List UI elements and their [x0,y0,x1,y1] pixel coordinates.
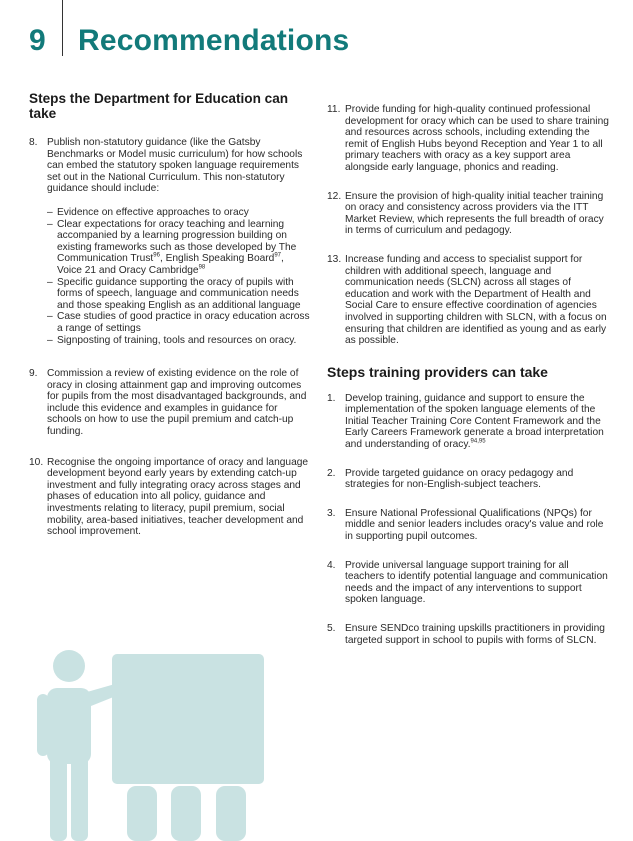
item-text: Commission a review of existing evidence on the role of oracy in closing attainment gap and improving outcomes for pupils from the most disadvantaged backgrounds, and include this evidence and examples in guidance for schools on how to use the pupil premium and catch-up funding. [47,368,307,438]
chapter-number: 9 [29,24,46,57]
item-number: 10. [29,456,44,468]
item-number: 4. [327,559,336,571]
recommendation-12 [327,191,609,237]
page-title: Recommendations [78,24,350,57]
training-step-5 [327,623,609,646]
footnote-ref: 96 [153,252,160,259]
sub-item: – Signposting of training, tools and resources on oracy. [47,334,297,346]
recommendation-10 [29,457,311,538]
footnote-ref: 94,95 [470,438,486,445]
item-text: Provide funding for high-quality continued professional development for oracy which can be used to share training and resources across schools, including extending the remit of English Hubs beyond Reception and Year 1 to all primary teachers with oracy as a key support area alongside early language, phonics and reading. [345,104,609,173]
item-text: Recognise the ongoing importance of oracy and language development beyond early years by extending catch-up investment and fully integrating oracy across stages and phases of education into all policy, guidance and investments relating to literacy, pupil premium, social mobility, area-based initiatives, teacher development and school improvement. [47,456,309,538]
item-number: 2. [327,467,336,479]
item-number: 13. [327,253,342,265]
recommendation-9 [29,368,311,438]
item-number: 12. [327,190,342,202]
item-text: Ensure the provision of high-quality initial teacher training on oracy and consistency across providers via the ITT Market Review, which represents the full breadth of oracy in terms of curriculum and pedagogy. [345,190,604,237]
item-number: 5. [327,623,336,634]
training-step-1 [327,393,609,451]
recommendation-8 [29,137,311,346]
item-number: 11. [327,104,341,115]
training-step-3 [327,508,609,543]
section-heading-training-providers: Steps training providers can take [327,363,548,380]
item-text: Develop training, guidance and support to ensure the implementation of the spoken language elements of the Initial Teacher Training Core Content Framework and the Early Careers Framework generate a broad interpretation and understanding of oracy.$^{94,95}$ [345,392,604,451]
footnote-ref: 98 [198,264,206,271]
item-text: Ensure SENDco training upskills practitioners in providing targeted support in school to pupils with forms of SLCN. [345,623,605,646]
sub-item: – Clear expectations for oracy teaching and learning accompanied by a learning progression building on existing frameworks such as those developed by The Communication Trust$^{96}$, English Speaking Board$^{97}$, Voice 21 and Oracy Cambridge$^{98}$ [47,218,297,276]
sub-item: – Case studies of good practice in oracy education across a range of settings [47,311,310,334]
item-text: Ensure National Professional Qualifications (NPQs) for middle and senior leaders includes oracy's value and role in supporting pupil outcomes. [345,507,604,543]
item-number: 3. [327,507,336,519]
item-number: 8. [29,137,38,148]
recommendation-11 [327,104,609,174]
sub-item: – Evidence on effective approaches to oracy [47,206,249,218]
section-heading-department: Steps the Department for Education can take [29,91,289,121]
teacher-and-pupils-icon [0,642,300,841]
sub-item: – Specific guidance supporting the oracy of pupils with forms of speech, language and communication needs and those speaking English as an additional language [47,276,301,311]
footnote-ref: 97 [274,252,282,259]
right-column [327,104,609,646]
item-text: Publish non-statutory guidance (like the Gatsby Benchmarks or Model music curriculum) for how schools can embed the statutory spoken language requirements set out in the National Curriculum. This non-statutory guidance should include: [47,137,303,195]
item-number: 9. [29,368,38,380]
training-step-4 [327,560,609,606]
item-number: 1. [327,392,336,404]
item-text: Increase funding and access to specialist support for children with additional speech, language and communication needs (SLCN) across all stages of education and work with the Department of Health and Social Care to ensure effective coordination of agencies involved in supporting children with SLCN, with a focus on ensuring that children are identified as young and as early as possible. [345,253,607,347]
item-text: Provide universal language support training for all teachers to identify potential language and communication needs and the impact of any interventions to support spoken language. [345,559,608,606]
guidance-sublist [47,207,311,346]
training-step-2 [327,468,609,491]
recommendation-13 [327,254,609,347]
left-column [29,91,311,538]
chapter-divider [62,0,63,56]
item-text: Provide targeted guidance on oracy pedagogy and strategies for non-English-subject teachers. [345,467,574,491]
